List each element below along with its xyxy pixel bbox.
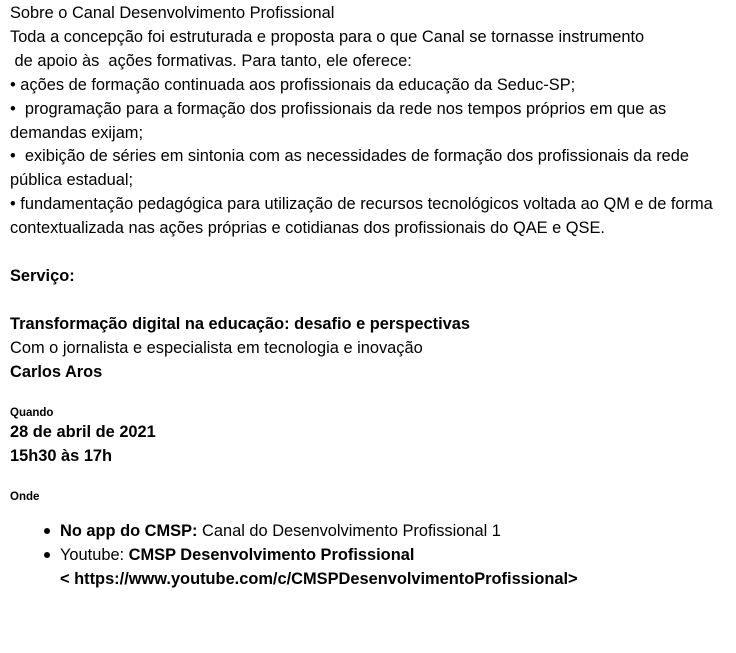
quando-label: Quando xyxy=(10,406,54,419)
offer-bullet-1: • ações de formação continuada aos profissionais da educação da Seduc-SP; xyxy=(10,75,576,94)
event-title: Transformação digital na educação: desafio e perspectivas xyxy=(10,314,471,333)
event-time: 15h30 às 17h xyxy=(10,446,113,465)
spacer xyxy=(10,241,724,265)
event-speaker: Carlos Aros xyxy=(10,362,103,381)
offer-bullet-3: • exibição de séries em sintonia com as necessidades de formação dos profissionais da rede pública estadual; xyxy=(10,147,694,190)
youtube-link[interactable]: < https://www.youtube.com/c/CMSPDesenvolvimentoProfissional> xyxy=(60,569,578,588)
app-channel: Canal do Desenvolvimento Profissional 1 xyxy=(197,521,501,540)
intro-lead-1: Toda a concepção foi estruturada e proposta para o que Canal se tornasse instrumento xyxy=(10,27,645,46)
youtube-prefix: Youtube: xyxy=(60,545,129,564)
servico-heading: Serviço: xyxy=(10,267,75,286)
spacer xyxy=(10,289,724,313)
spacer xyxy=(10,385,724,405)
spacer xyxy=(10,469,724,489)
event-date: 28 de abril de 2021 xyxy=(10,422,156,441)
list-item xyxy=(60,543,724,591)
onde-list xyxy=(10,519,724,591)
offer-bullet-2: • programação para a formação dos profissionais da rede nos tempos próprios em que as demandas exijam; xyxy=(10,99,671,142)
canal-title: Sobre o Canal Desenvolvimento Profissional xyxy=(10,4,335,22)
app-label: No app do CMSP: xyxy=(60,521,198,540)
onde-label: Onde xyxy=(10,490,40,503)
intro-lead-2: de apoio às ações formativas. Para tanto, ele oferece: xyxy=(10,51,412,70)
event-with-line: Com o jornalista e especialista em tecnologia e inovação xyxy=(10,338,423,357)
youtube-channel: CMSP Desenvolvimento Profissional xyxy=(128,545,415,564)
list-item xyxy=(60,519,724,543)
offer-bullet-4: • fundamentação pedagógica para utilização de recursos tecnológicos voltada ao QM e de forma contextualizada nas ações próprias e cotidianas dos profissionais do QAE e QSE. xyxy=(10,195,713,238)
